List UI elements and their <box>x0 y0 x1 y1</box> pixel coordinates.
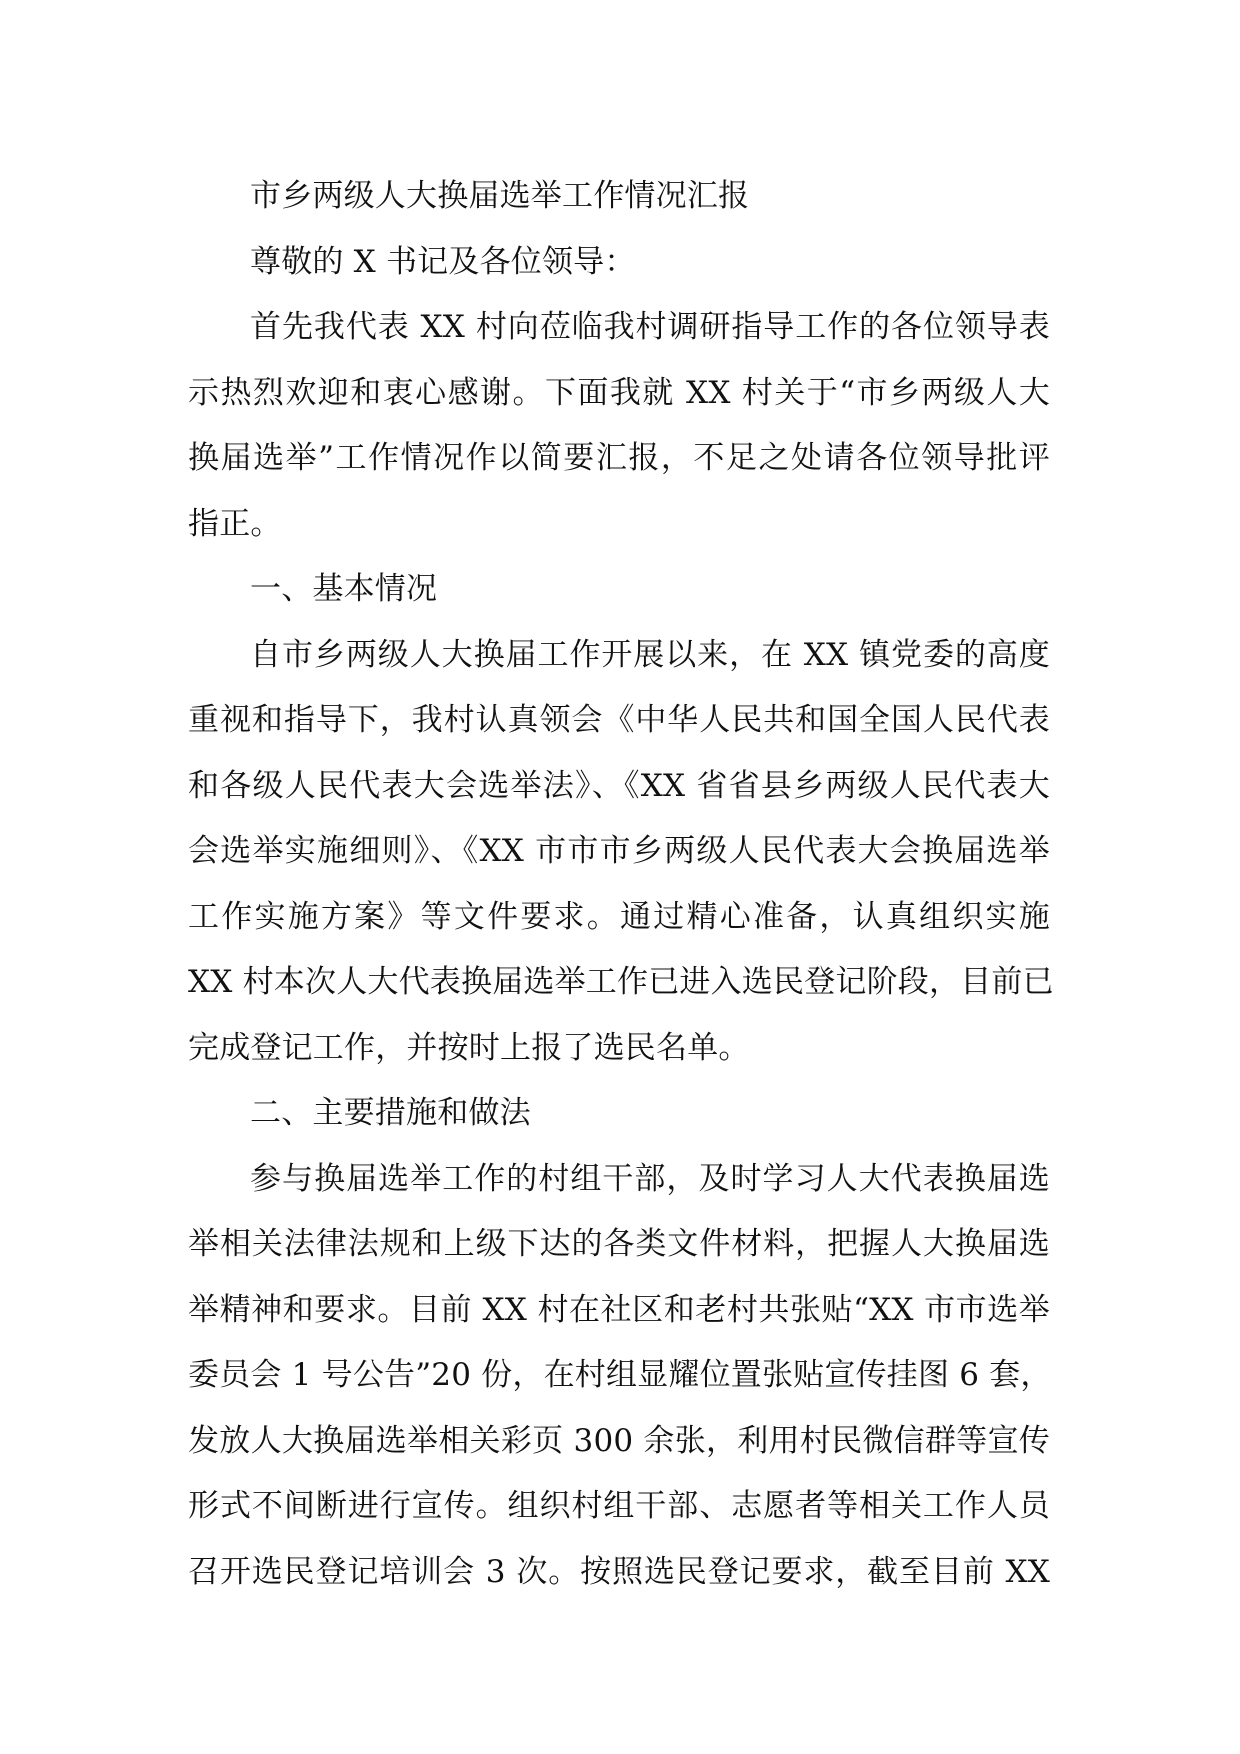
section-heading: 一、基本情况 <box>250 571 438 607</box>
paragraph-line: 指正。 <box>188 505 282 542</box>
paragraph-opening <box>188 295 1068 557</box>
salutation: 尊敬的 X 书记及各位领导： <box>250 243 636 280</box>
document-body <box>188 164 1068 1605</box>
section-heading-measures <box>188 1081 1068 1147</box>
paragraph-line: 发放人大换届选举相关彩页 300 余张，利用村民微信群等宣传 <box>188 1422 1050 1459</box>
paragraph-line: 重视和指导下，我村认真领会《中华人民共和国全国人民代表 <box>188 702 1050 738</box>
paragraph-line: 参与换届选举工作的村组干部，及时学习人大代表换届选 <box>250 1160 1050 1197</box>
paragraph-basic-situation <box>188 623 1068 1082</box>
paragraph-line: 首先我代表 XX 村向莅临我村调研指导工作的各位领导表 <box>250 309 1050 345</box>
section-heading: 二、主要措施和做法 <box>250 1095 531 1131</box>
paragraph-measures <box>188 1147 1068 1606</box>
paragraph-line: 会选举实施细则》、《XX 市市市乡两级人民代表大会换届选举 <box>188 833 1050 869</box>
paragraph-line: 换届选举”工作情况作以简要汇报，不足之处请各位领导批评 <box>188 440 1050 476</box>
paragraph-line: 举精神和要求。目前 XX 村在社区和老村共张贴“XX 市市选举 <box>188 1291 1050 1328</box>
paragraph-line: 形式不间断进行宣传。组织村组干部、志愿者等相关工作人员 <box>188 1488 1050 1524</box>
paragraph-line: 举相关法律法规和上级下达的各类文件材料，把握人大换届选 <box>188 1226 1050 1262</box>
paragraph-line: 自市乡两级人大换届工作开展以来，在 XX 镇党委的高度 <box>250 636 1050 673</box>
paragraph-line: XX 村本次人大代表换届选举工作已进入选民登记阶段，目前已 <box>188 964 1054 1000</box>
paragraph-line: 工作实施方案》等文件要求。通过精心准备，认真组织实施 <box>188 898 1050 935</box>
paragraph-line: 完成登记工作，并按时上报了选民名单。 <box>188 1029 750 1066</box>
paragraph-line: 委员会 1 号公告”20 份，在村组显耀位置张贴宣传挂图 6 套， <box>188 1357 1052 1393</box>
paragraph-line: 和各级人民代表大会选举法》、《XX 省省县乡两级人民代表大 <box>188 767 1050 804</box>
paragraph-line: 示热烈欢迎和衷心感谢。下面我就 XX 村关于“市乡两级人大 <box>188 374 1050 411</box>
document-title: 市乡两级人大换届选举工作情况汇报 <box>250 178 750 214</box>
section-heading-basic-situation <box>188 557 1068 623</box>
paragraph-line: 召开选民登记培训会 3 次。按照选民登记要求，截至目前 XX <box>188 1553 1050 1590</box>
